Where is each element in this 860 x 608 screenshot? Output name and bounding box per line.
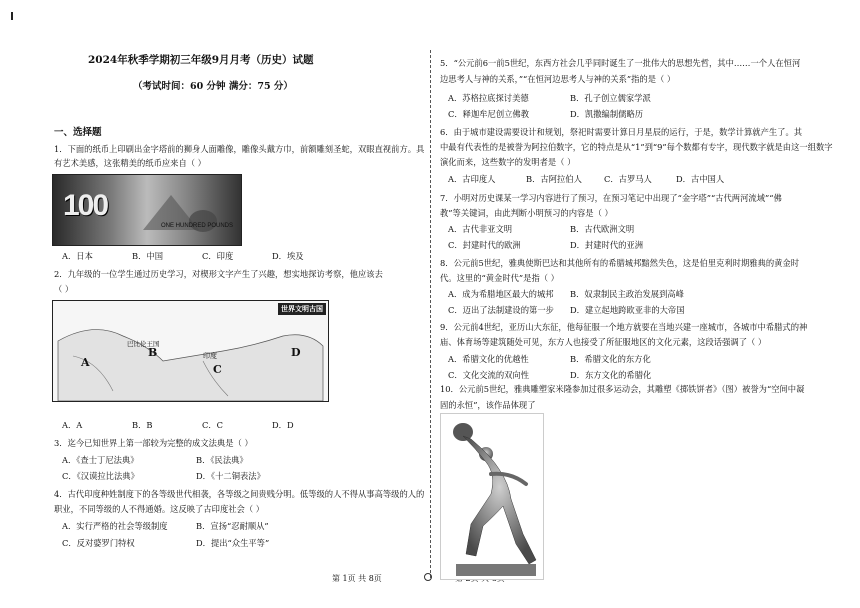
q8-option-d[interactable]: D．建立起地跨欧亚非的大帝国 <box>570 305 685 315</box>
q2-option-c[interactable]: C．C <box>202 420 223 430</box>
q4-stem-line1: 4．古代印度种姓制度下的各等级世代相袭，各等级之间贵贱分明。低等级的人不得从事高等级的人的 <box>54 489 425 499</box>
q8-option-b[interactable]: B．奴隶制民主政治发展到高峰 <box>570 289 684 299</box>
q4-option-c[interactable]: C．反对婆罗门特权 <box>62 538 135 548</box>
q5-option-b[interactable]: B．孔子创立儒家学派 <box>570 93 651 103</box>
banknote-number: 100 <box>63 189 108 222</box>
q3-option-b[interactable]: B．《民法典》 <box>196 455 248 465</box>
exam-info: （考试时间：60 分钟 满分：75 分） <box>133 81 293 92</box>
q3-option-c[interactable]: C．《汉谟拉比法典》 <box>62 471 139 481</box>
q8-option-c[interactable]: C．迈出了法制建设的第一步 <box>448 305 554 315</box>
map-label-india: 印度 <box>203 352 217 360</box>
discus-thrower-figure <box>441 414 543 579</box>
discobolus-statue-image <box>440 413 544 580</box>
q6-stem-line3: 演化而来，这些数字的发明者是（ ） <box>440 157 576 167</box>
q5-option-d[interactable]: D．凯撒编制儒略历 <box>570 109 644 119</box>
map-label-c: C <box>213 363 222 376</box>
q5-stem-line2: 边思考人与神的关系，”“在恒河边思考人与神的关系”指的是（ ） <box>440 74 676 84</box>
map-outline <box>53 301 328 401</box>
map-label-a: A <box>81 356 90 369</box>
q9-option-c[interactable]: C．文化交流的双向性 <box>448 370 530 380</box>
q9-option-b[interactable]: B．希腊文化的东方化 <box>570 354 651 364</box>
q7-option-c[interactable]: C．封建时代的欧洲 <box>448 240 521 250</box>
banknote-image <box>52 174 242 246</box>
q2-stem-line2: （ ） <box>54 284 74 294</box>
map-label-babylon: 巴比伦王国 <box>127 340 160 348</box>
map-label-b: B <box>148 346 158 359</box>
q4-stem-line2: 职业，不同等级的人不得通婚。这反映了古印度社会（ ） <box>54 504 265 514</box>
q6-option-a[interactable]: A．古印度人 <box>448 174 496 184</box>
q3-stem: 3．迄今已知世界上第一部较为完整的成文法典是（ ） <box>54 438 253 448</box>
q5-stem-line1: 5．“公元前6一前5世纪，东西方社会几乎同时诞生了一批伟大的思想先哲，其中……一个人在恒河 <box>440 58 801 68</box>
q1-stem-line2: 有艺术美感，这张精美的纸币应来自（ ） <box>54 158 206 168</box>
q7-option-b[interactable]: B．古代欧洲文明 <box>570 224 635 234</box>
q7-option-a[interactable]: A．古代非亚文明 <box>448 224 513 234</box>
q9-option-a[interactable]: A．希腊文化的优越性 <box>448 354 529 364</box>
q8-option-a[interactable]: A．成为希腊地区最大的城邦 <box>448 289 554 299</box>
q7-option-d[interactable]: D．封建时代的亚洲 <box>570 240 644 250</box>
q10-stem-line1: 10．公元前5世纪，雅典雕塑家米隆参加过很多运动会，其雕塑《掷铁饼者》（图）被誉为“空间中凝 <box>440 384 805 394</box>
q4-option-b[interactable]: B．宣扬“忍耐顺从” <box>196 521 269 531</box>
map-title: 世界文明古国 <box>278 303 326 315</box>
q1-option-a[interactable]: A．日本 <box>62 251 93 261</box>
q7-stem-line2: 教”等关键词，由此判断小明预习的内容是（ ） <box>440 208 613 218</box>
q8-stem-line2: 代。这里的“黄金时代”是指（ ） <box>440 273 559 283</box>
q7-stem-line1: 7．小明对历史课某一学习内容进行了预习，在预习笔记中出现了“金字塔”“古代两河流域”“佛 <box>440 193 782 203</box>
q2-option-d[interactable]: D．D <box>272 420 294 430</box>
q3-option-d[interactable]: D．《十二铜表法》 <box>196 471 265 481</box>
banknote-denomination-text: ONE HUNDRED POUNDS <box>161 223 234 229</box>
q1-option-c[interactable]: C．印度 <box>202 251 234 261</box>
q9-stem-line1: 9．公元前4世纪，亚历山大东征，他每征服一个地方就要在当地兴建一座城市，各城市中希腊式的神 <box>440 322 808 332</box>
q6-option-c[interactable]: C．古罗马人 <box>604 174 652 184</box>
q6-option-d[interactable]: D．古中国人 <box>676 174 725 184</box>
q9-stem-line2: 庙、体育场等建筑随处可见，东方人也接受了所征服地区的文化元素，这段话强调了（ ） <box>440 337 767 347</box>
exam-title: 2024年秋季学期初三年级9月月考（历史）试题 <box>88 54 314 66</box>
q4-option-d[interactable]: D．提出“众生平等” <box>196 538 270 548</box>
q5-option-a[interactable]: A．苏格拉底探讨美德 <box>448 93 529 103</box>
q1-option-b[interactable]: B．中国 <box>132 251 163 261</box>
q6-stem-line1: 6．由于城市建设需要设计和规划，祭祀时需要计算日月星辰的运行，于是，数学计算就产生了。其 <box>440 127 803 137</box>
q10-stem-line2: 固的永恒”，该作品体现了 <box>440 400 536 410</box>
q8-stem-line1: 8．公元前5世纪，雅典使斯巴达和其他所有的希腊城邦黯然失色，这是伯里克利时期雅典的黄金时 <box>440 258 800 268</box>
q2-option-b[interactable]: B．B <box>132 420 153 430</box>
q2-stem-line1: 2．九年级的一位学生通过历史学习，对楔形文字产生了兴趣，想实地探访考察，他应该去 <box>54 269 383 279</box>
q5-option-c[interactable]: C．释迦牟尼创立佛教 <box>448 109 530 119</box>
q2-option-a[interactable]: A．A <box>62 420 83 430</box>
section-heading: 一、选择题 <box>54 127 102 138</box>
q1-stem-line1: 1．下面的纸币上印刷出金字塔前的狮身人面雕像，雕像头戴方巾，前额雕刻圣蛇，双眼直视前方。具 <box>54 144 425 154</box>
q9-option-d[interactable]: D．东方文化的希腊化 <box>570 370 652 380</box>
sphinx-pyramid-illustration <box>53 175 241 245</box>
page-number-1: 第 1页 共 8页 <box>332 574 382 583</box>
q3-option-a[interactable]: A．《查士丁尼法典》 <box>62 455 139 465</box>
ancient-civilizations-map <box>52 300 329 402</box>
q1-option-d[interactable]: D．埃及 <box>272 251 304 261</box>
map-label-d: D <box>291 346 301 359</box>
q6-stem-line2: 中最有代表性的是被誉为阿拉伯数字，它的特点是从“1”到“9”每个数都有专字，现代数字就是由这一组数字 <box>440 142 833 152</box>
q6-option-b[interactable]: B．古阿拉伯人 <box>526 174 582 184</box>
q4-option-a[interactable]: A．实行严格的社会等级制度 <box>62 521 168 531</box>
